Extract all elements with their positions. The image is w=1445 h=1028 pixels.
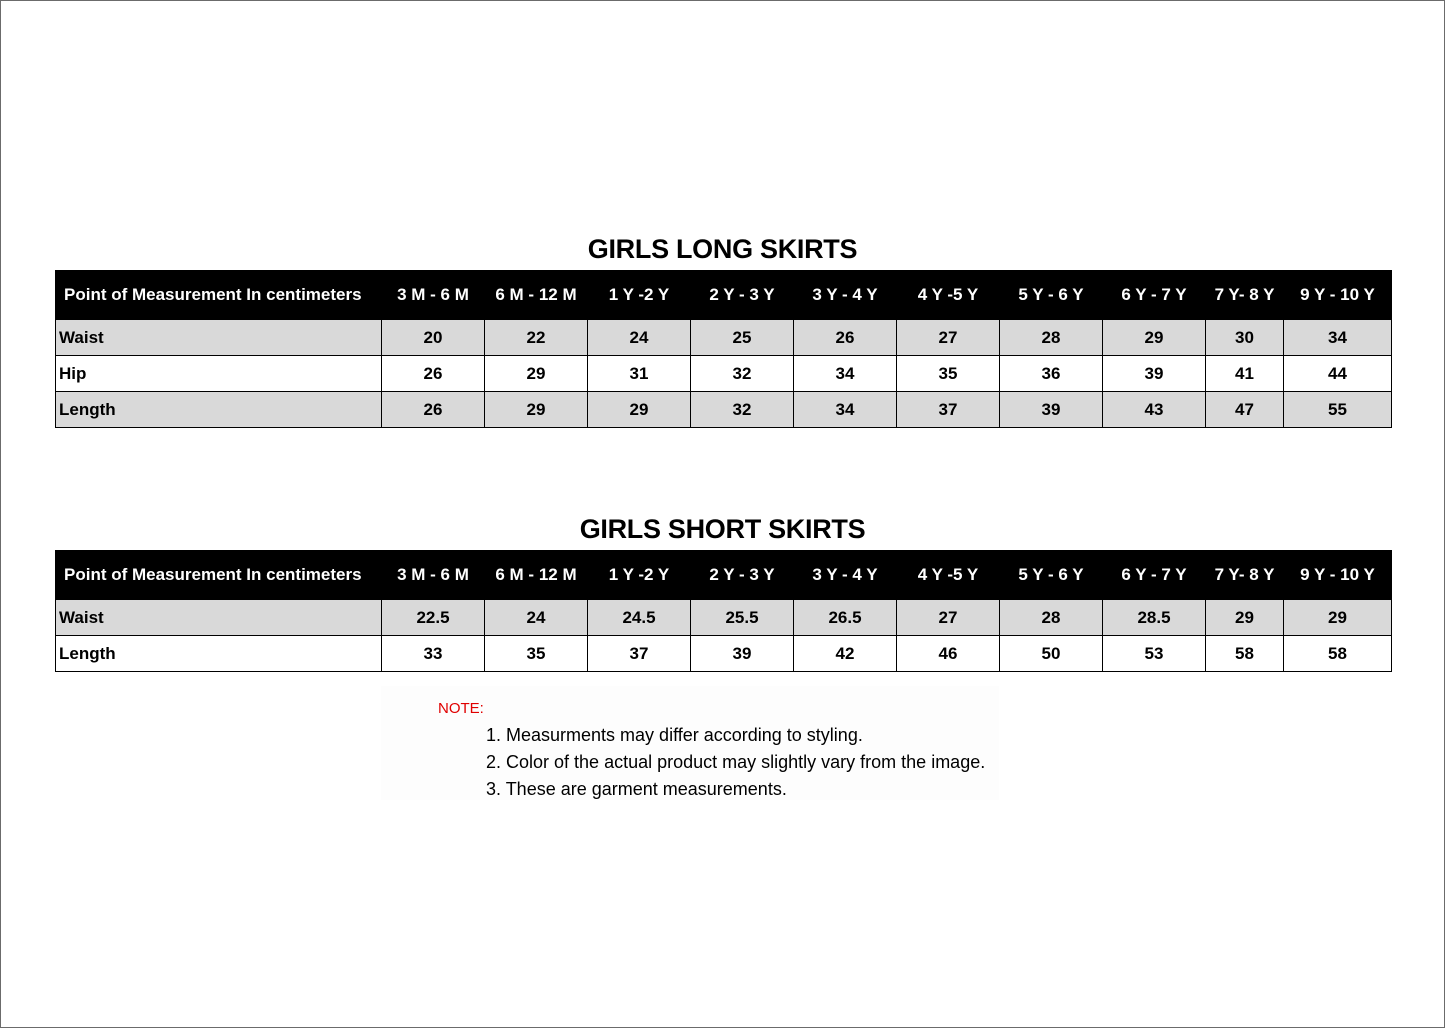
table-cell: 58	[1284, 636, 1392, 672]
table-cell: 29	[485, 356, 588, 392]
table-cell: 28	[1000, 600, 1103, 636]
column-header: 1 Y -2 Y	[588, 271, 691, 320]
column-header: 2 Y - 3 Y	[691, 551, 794, 600]
table-cell: 28.5	[1103, 600, 1206, 636]
table-cell: 25	[691, 320, 794, 356]
table-cell: 46	[897, 636, 1000, 672]
column-header: Point of Measurement In centimeters	[56, 551, 382, 600]
column-header: 7 Y- 8 Y	[1206, 551, 1284, 600]
table-cell: 28	[1000, 320, 1103, 356]
table-cell: 26	[794, 320, 897, 356]
table-cell: 35	[897, 356, 1000, 392]
table-cell: 50	[1000, 636, 1103, 672]
table-cell: 26	[382, 356, 485, 392]
column-header: 5 Y - 6 Y	[1000, 551, 1103, 600]
table-cell: 24	[485, 600, 588, 636]
note-item: 2. Color of the actual product may slightly vary from the image.	[486, 752, 986, 772]
table-cell: 47	[1206, 392, 1284, 428]
table-cell: 30	[1206, 320, 1284, 356]
note-heading: NOTE:	[438, 700, 484, 717]
table-cell: 33	[382, 636, 485, 672]
table-cell: 36	[1000, 356, 1103, 392]
row-label: Length	[56, 392, 382, 428]
table-cell: 34	[794, 392, 897, 428]
table-cell: 25.5	[691, 600, 794, 636]
table-cell: 53	[1103, 636, 1206, 672]
table-cell: 26.5	[794, 600, 897, 636]
table-cell: 24	[588, 320, 691, 356]
column-header: 3 Y - 4 Y	[794, 271, 897, 320]
table-row	[56, 392, 1392, 428]
column-header: 6 Y - 7 Y	[1103, 271, 1206, 320]
table-cell: 39	[1103, 356, 1206, 392]
note-list	[486, 724, 985, 805]
table-cell: 35	[485, 636, 588, 672]
table-cell: 37	[897, 392, 1000, 428]
table-cell: 55	[1284, 392, 1392, 428]
column-header: 6 M - 12 M	[485, 551, 588, 600]
long-skirts-table	[55, 270, 1392, 428]
long-skirts-title: GIRLS LONG SKIRTS	[587, 234, 858, 264]
note-item: 3. These are garment measurements.	[486, 779, 787, 799]
table-cell: 32	[691, 356, 794, 392]
column-header: 4 Y -5 Y	[897, 551, 1000, 600]
table-cell: 31	[588, 356, 691, 392]
table-cell: 24.5	[588, 600, 691, 636]
column-header: 3 Y - 4 Y	[794, 551, 897, 600]
table-row	[56, 600, 1392, 636]
table-cell: 22	[485, 320, 588, 356]
table-cell: 39	[1000, 392, 1103, 428]
table-cell: 29	[485, 392, 588, 428]
table-header-row	[56, 551, 1392, 600]
row-label: Waist	[56, 320, 382, 356]
table-cell: 34	[794, 356, 897, 392]
column-header: 5 Y - 6 Y	[1000, 271, 1103, 320]
table-cell: 41	[1206, 356, 1284, 392]
table-cell: 42	[794, 636, 897, 672]
column-header: 6 M - 12 M	[485, 271, 588, 320]
short-skirts-title: GIRLS SHORT SKIRTS	[579, 514, 866, 544]
column-header: 3 M - 6 M	[382, 271, 485, 320]
column-header: 7 Y- 8 Y	[1206, 271, 1284, 320]
table-row	[56, 320, 1392, 356]
column-header: 9 Y - 10 Y	[1284, 551, 1392, 600]
table-row	[56, 356, 1392, 392]
table-header-row	[56, 271, 1392, 320]
table-cell: 43	[1103, 392, 1206, 428]
table-cell: 37	[588, 636, 691, 672]
column-header: Point of Measurement In centimeters	[56, 271, 382, 320]
column-header: 1 Y -2 Y	[588, 551, 691, 600]
table-cell: 27	[897, 600, 1000, 636]
row-label: Waist	[56, 600, 382, 636]
table-cell: 29	[588, 392, 691, 428]
column-header: 2 Y - 3 Y	[691, 271, 794, 320]
table-cell: 29	[1206, 600, 1284, 636]
table-cell: 32	[691, 392, 794, 428]
table-cell: 20	[382, 320, 485, 356]
column-header: 6 Y - 7 Y	[1103, 551, 1206, 600]
row-label: Hip	[56, 356, 382, 392]
table-cell: 34	[1284, 320, 1392, 356]
row-label: Length	[56, 636, 382, 672]
table-cell: 39	[691, 636, 794, 672]
table-cell: 58	[1206, 636, 1284, 672]
note-item: 1. Measurments may differ according to styling.	[486, 725, 863, 745]
table-row	[56, 636, 1392, 672]
short-skirts-table	[55, 550, 1392, 672]
column-header: 9 Y - 10 Y	[1284, 271, 1392, 320]
column-header: 4 Y -5 Y	[897, 271, 1000, 320]
table-cell: 29	[1103, 320, 1206, 356]
table-cell: 29	[1284, 600, 1392, 636]
table-cell: 26	[382, 392, 485, 428]
table-cell: 22.5	[382, 600, 485, 636]
table-cell: 27	[897, 320, 1000, 356]
column-header: 3 M - 6 M	[382, 551, 485, 600]
table-cell: 44	[1284, 356, 1392, 392]
